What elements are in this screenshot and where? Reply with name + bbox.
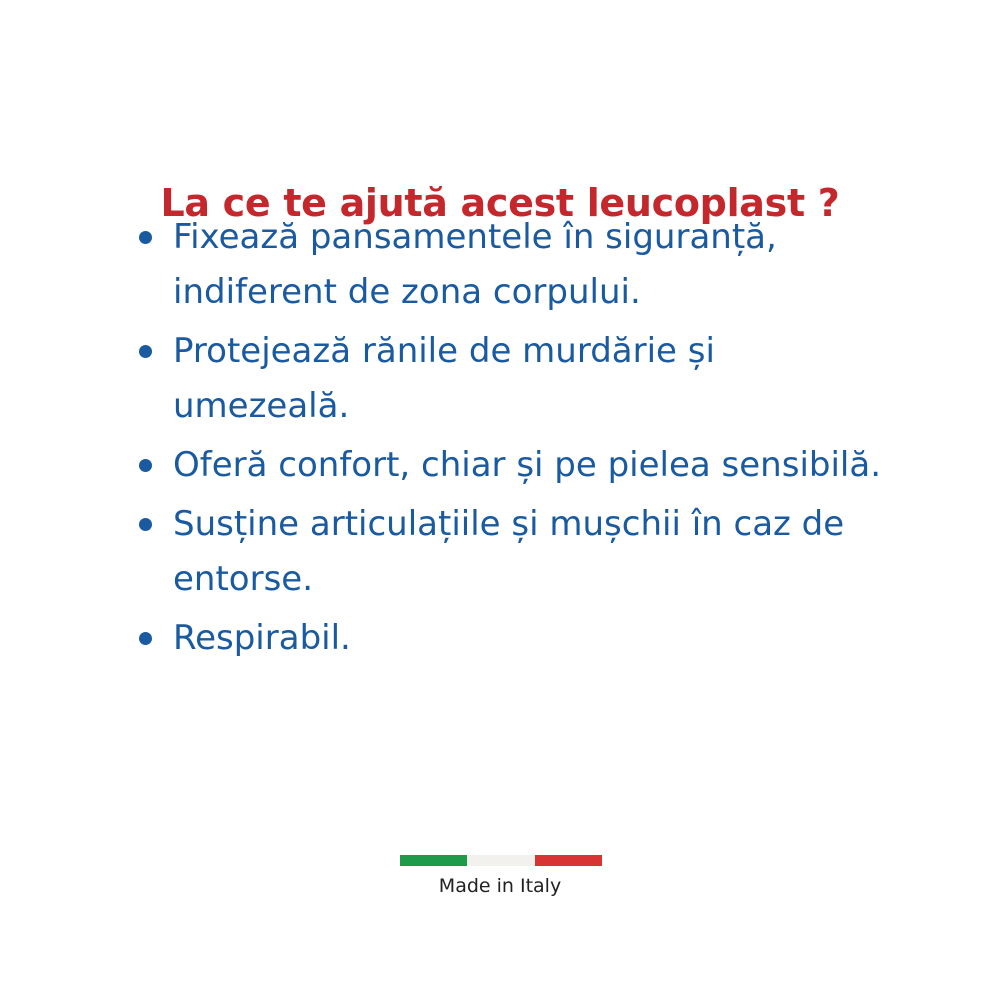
flag-stripe-green	[400, 855, 467, 866]
benefit-text: Oferă confort, chiar și pe pielea sensibilă.	[173, 445, 882, 485]
made-in-italy-label: Made in Italy	[438, 875, 562, 897]
bullet-icon	[139, 459, 152, 472]
benefit-item	[132, 210, 892, 320]
bullet-icon	[139, 518, 152, 531]
benefits-list	[132, 210, 892, 670]
benefit-item	[132, 324, 892, 434]
benefit-item	[132, 611, 892, 666]
benefit-text: Fixează pansamentele în siguranță, indiferent de zona corpului.	[173, 217, 777, 312]
flag-stripe-red	[535, 855, 602, 866]
page-heading: La ce te ajută acest leucoplast ?	[160, 181, 840, 226]
benefit-text: Respirabil.	[173, 618, 351, 658]
benefit-text: Susține articulațiile și mușchii în caz de entorse.	[173, 504, 845, 599]
benefit-text: Protejează rănile de murdărie și umezeală.	[173, 331, 715, 426]
italy-flag-icon	[400, 855, 602, 866]
bullet-icon	[139, 231, 152, 244]
benefit-item	[132, 497, 892, 607]
bullet-icon	[139, 345, 152, 358]
bullet-icon	[139, 632, 152, 645]
benefit-item	[132, 438, 892, 493]
flag-stripe-white	[467, 855, 534, 866]
